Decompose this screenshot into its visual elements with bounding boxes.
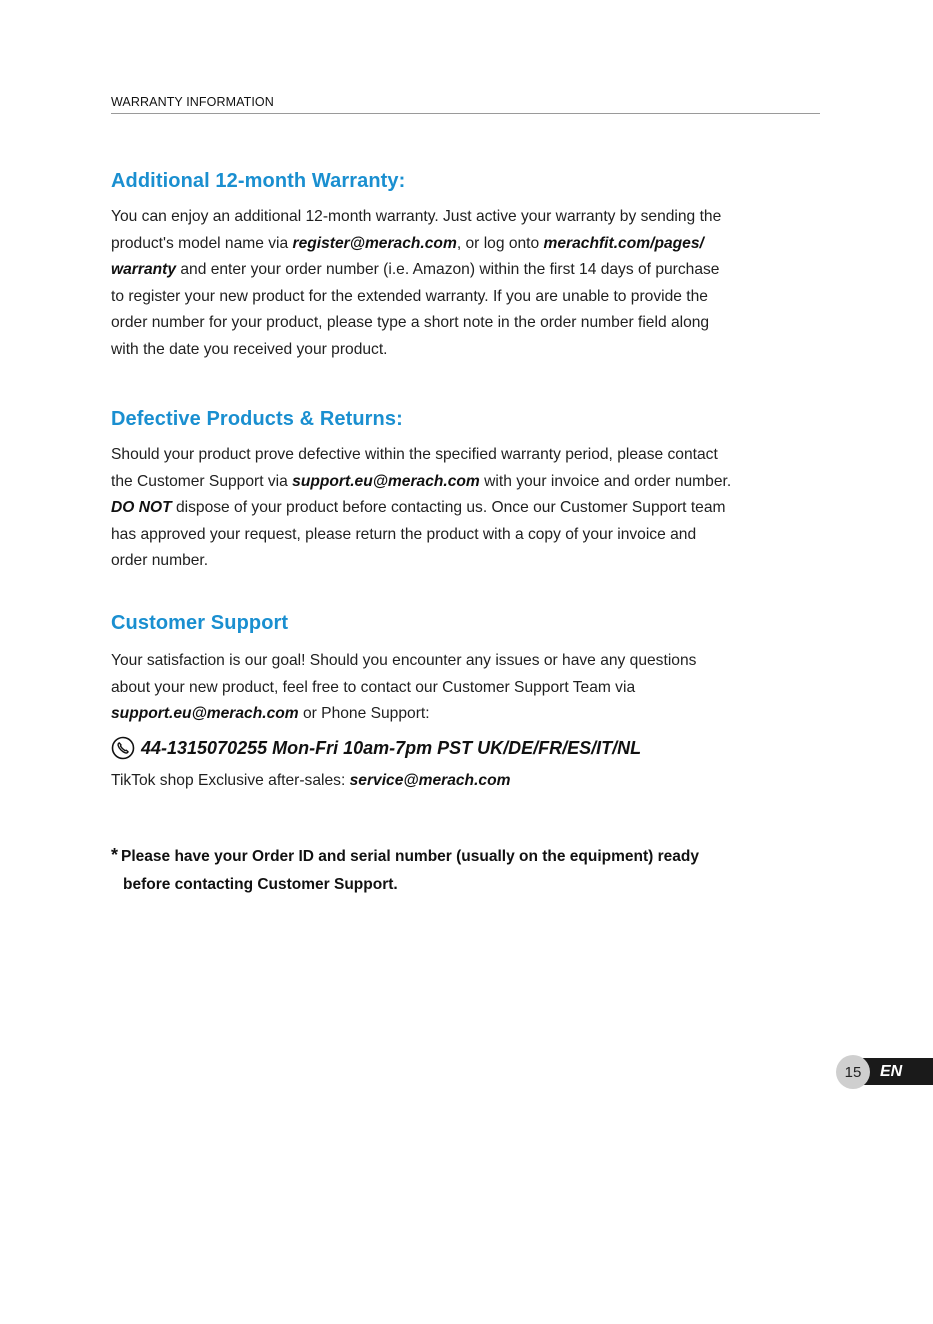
order-note: [111, 842, 831, 898]
text-line: or Phone Support:: [298, 705, 430, 722]
text-line: has approved your request, please return the product with a copy of your invoice and: [111, 525, 697, 543]
text-line: Your satisfaction is our goal! Should you encounter any issues or have any questions: [111, 652, 697, 669]
warranty-url-link-part1[interactable]: merachfit.com/pages/: [543, 234, 704, 252]
register-email-link[interactable]: register@merach.com: [292, 234, 457, 252]
text-line: Should your product prove defective within the specified warranty period, please contact: [111, 446, 718, 463]
page-number: 15: [836, 1055, 870, 1089]
defective-paragraph: [111, 442, 836, 575]
defective-heading: Defective Products & Returns:: [111, 408, 403, 430]
text-line: about your new product, feel free to contact our Customer Support Team via: [111, 678, 636, 696]
text-line: to register your new product for the extended warranty. If you are unable to provide the: [111, 287, 708, 305]
text-line: the Customer Support via: [111, 472, 293, 490]
page-header: WARRANTY INFORMATION: [111, 95, 820, 114]
text-line: , or log onto: [456, 234, 544, 252]
text-line: with your invoice and order number.: [479, 472, 732, 490]
page-badge: [836, 1055, 903, 1089]
support-section: [111, 611, 836, 728]
defective-section: [111, 407, 836, 575]
phone-support-line: [111, 736, 641, 760]
text-line: product's model name via: [111, 234, 293, 252]
tiktok-label: TikTok shop Exclusive after-sales:: [111, 772, 350, 789]
phone-number[interactable]: 44-1315070255 Mon-Fri 10am-7pm PST UK/DE/FR/ES/IT/NL: [141, 737, 642, 758]
support-email-link[interactable]: support.eu@merach.com: [111, 705, 299, 722]
note-line: Please have your Order ID and serial number (usually on the equipment) ready: [121, 848, 699, 865]
asterisk: *: [111, 845, 119, 865]
warranty-paragraph: [111, 204, 836, 363]
tiktok-support-line: [111, 768, 510, 795]
text-line: dispose of your product before contacting us. Once our Customer Support team: [171, 499, 726, 516]
do-not-emphasis: DO NOT: [111, 499, 172, 516]
text-line: order number for your product, please type a short note in the order number field along: [111, 314, 710, 331]
note-line: before contacting Customer Support.: [123, 875, 398, 893]
warranty-heading: Additional 12-month Warranty:: [111, 170, 406, 192]
text-line: You can enjoy an additional 12-month warranty. Just active your warranty by sending the: [111, 208, 722, 225]
support-email-link[interactable]: support.eu@merach.com: [292, 472, 480, 490]
warranty-section: [111, 169, 836, 363]
support-heading: Customer Support: [111, 612, 289, 634]
warranty-url-link-part2[interactable]: warranty: [111, 261, 177, 278]
text-line: order number.: [111, 552, 209, 569]
text-line: with the date you received your product.: [111, 340, 388, 358]
text-line: and enter your order number (i.e. Amazon) within the first 14 days of purchase: [176, 261, 720, 278]
phone-icon: [111, 736, 135, 760]
tiktok-email-link[interactable]: service@merach.com: [349, 772, 511, 789]
support-paragraph: [111, 648, 836, 728]
language-tab: EN: [858, 1058, 933, 1085]
